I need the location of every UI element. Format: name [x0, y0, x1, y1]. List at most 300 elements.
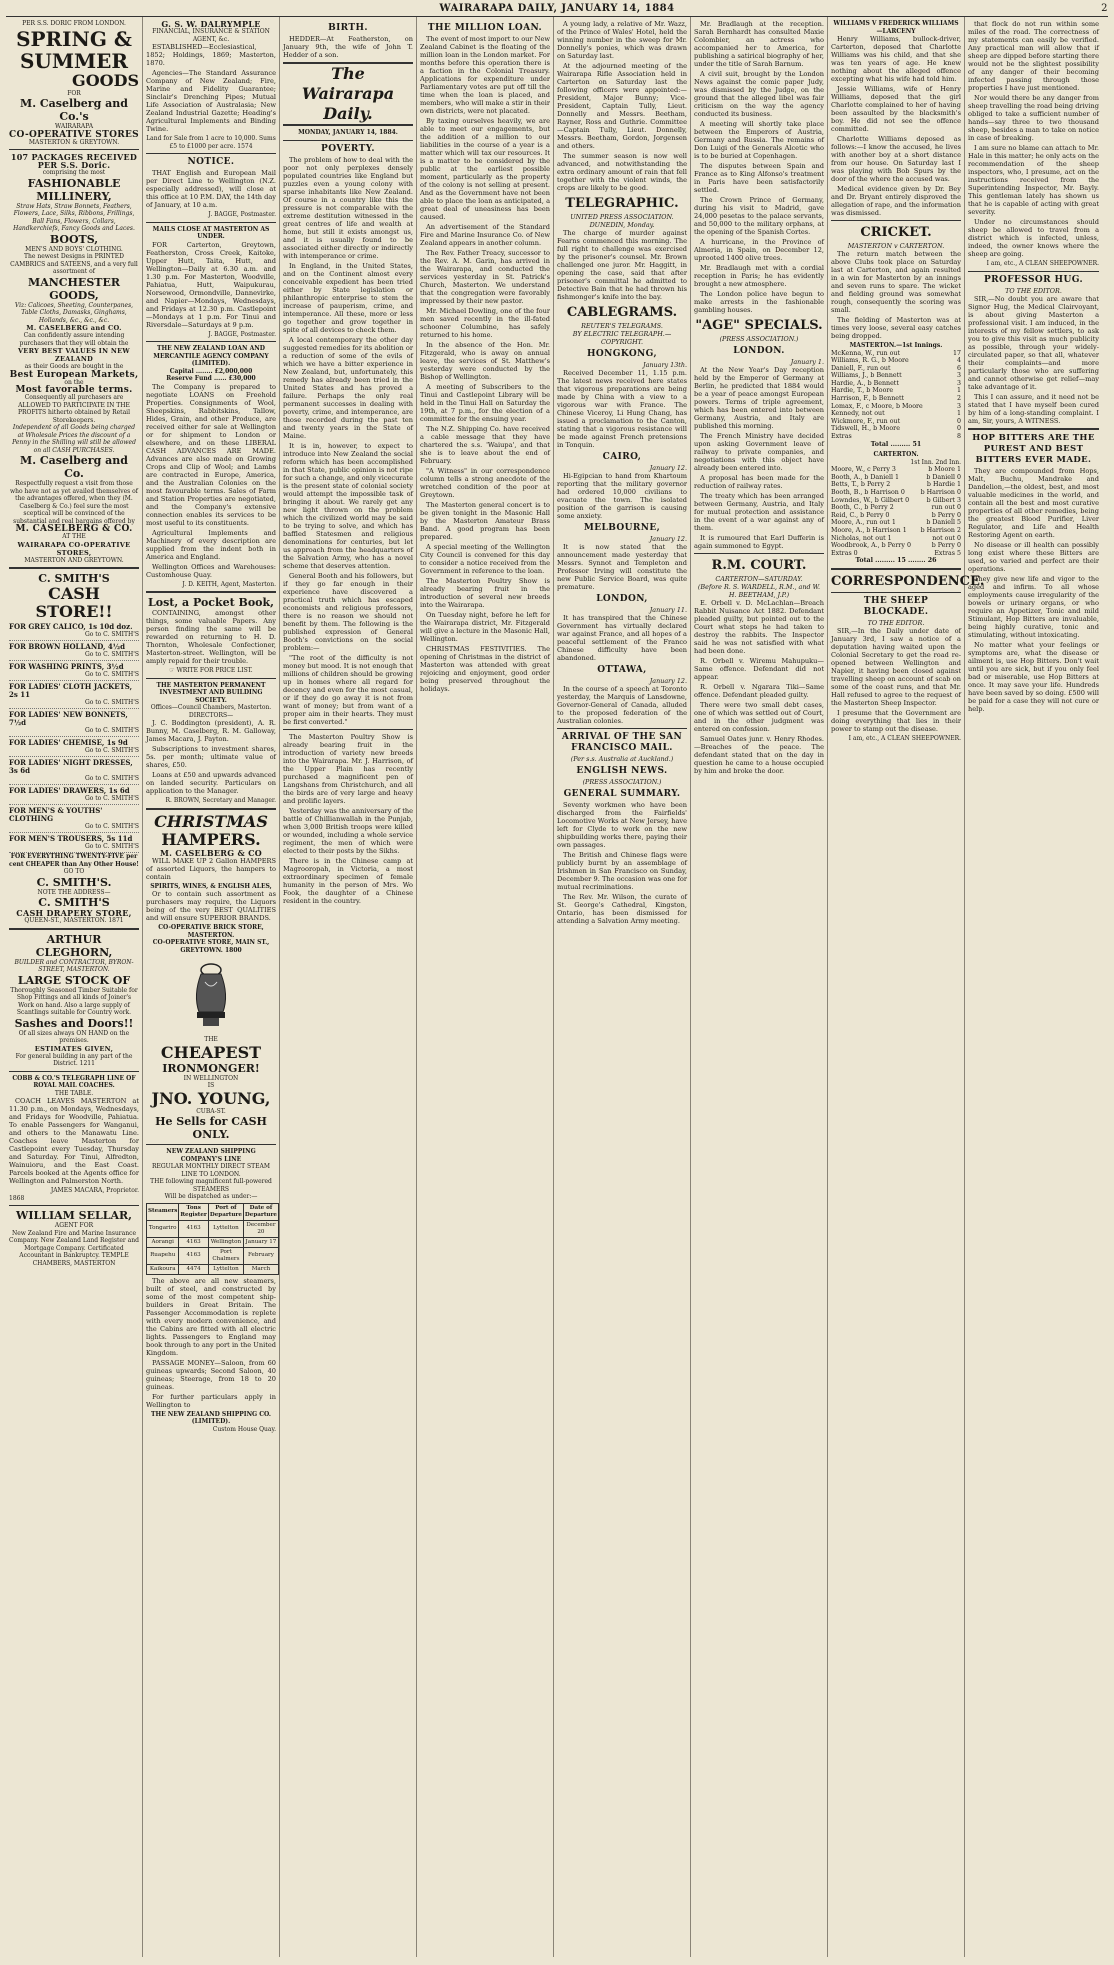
- hampers-spirits: SPIRITS, WINES, & ENGLISH ALES,: [150, 882, 272, 890]
- age-l3: A proposal has been made for the reduction of railway rates.: [694, 474, 824, 490]
- iron-the: THE: [204, 1036, 218, 1043]
- cash-item: FOR LADIES' CLOTH JACKETS, 2s 11: [9, 682, 133, 699]
- cash-item: FOR GREY CALICO, 1s 10d doz.: [9, 622, 133, 631]
- cablegrams-title: CABLEGRAMS.: [566, 305, 678, 320]
- notice-title: NOTICE.: [187, 157, 235, 167]
- hampers-text2: Or to contain such assortment as purchasers may require, the Liquors being of the very BEST QUALITIES and will ensure SUPERIOR BRANDS.: [146, 890, 276, 922]
- shipping-steamers2: Will be dispatched as under:—: [164, 1193, 258, 1200]
- cricket-batsman: Booth, A., b Daniell 1: [831, 473, 900, 481]
- cricket-cart-h: CARTERTON.: [873, 451, 919, 459]
- shipping-cell: Aorangi: [147, 1237, 179, 1247]
- cash-item: FOR LADIES' DRAWERS, 1s 6d: [9, 786, 130, 795]
- hongkong-title: HONGKONG,: [586, 349, 657, 359]
- col6-c3: A meeting will shortly take place between the Emperors of Austria, Germany and Russia. The remains of Don Luigi of the Generals Alcetic who is to be buried at Copenhagen.: [694, 120, 824, 160]
- col5-c2: At the adjourned meeting of the Wairarapa Rifle Association held in Carterton on Saturday last the following officers were appointed:—President, Major Bunny; Vice-President, Captain Tully, Lieut. Donnelly and Messrs. Beetham, Rayner, Ross and Guthrie. Committee—Captain Tully, Lieut. Donnelly, Messrs. Beetham, Gordon, Jorgensen and others.: [557, 62, 687, 150]
- mails-text: FOR Carterton, Greytown, Featherston, Cross Creek, Kaitoke, Upper Hutt, Taita, Hutt, and Wellington—Daily at 6.30 a.m. and 1.30 p.m. For Masterton, Woodville, Pahiatua, Hutt, Waipukurau, Norsewood, Ormondville, Dannevirke, and Napier—Mondays, Wednesdays, and Fridays at 12.30 p.m. Castlepoint—Mondays at 1 p.m. For Tinui and Riversdale—Saturdays at 9 p.m.: [146, 240, 276, 329]
- shipping-cell: 4474: [179, 1264, 208, 1274]
- cash-row: [9, 661, 139, 681]
- sheep-s2: I presume that the Government are doing everything that lies in their power to stamp out the disease.: [831, 708, 961, 733]
- ad-mill-desc: Straw Hats, Straw Bonnets, Feathers, Flowers, Lace, Silks, Ribbons, Frillings, Ball Fans, Flowers, Collars, Handkerchiefs, Fancy Goods and Laces.: [13, 202, 135, 232]
- shipping-row: [147, 1237, 279, 1247]
- write-text: WRITE FOR PRICE LIST.: [176, 667, 253, 674]
- poverty-p2: In England, in the United States, and on the Continent almost every conceivable expedient has been tried either by State legislation or philanthropic enterprise to stem the increase of pauperism, crime, and intemperance. All these, more or less go together and grow together in spite of all devices to check them.: [283, 261, 413, 334]
- cash-store-list: [9, 621, 139, 853]
- poverty-p5: General Booth and his followers, but if they go far enough in their experience have discovered a practical truth which has escaped economists and religious professors, there is no reason we should not benefit by them. The following is the published expression of General Booth's convictions on the social problem:—: [283, 571, 413, 652]
- shipping-header-cell: Date of Departure: [243, 1203, 278, 1220]
- cricket-second: b Perry 0: [931, 511, 961, 519]
- hampers-coop-brick: CO-OPERATIVE BRICK STORE, MASTERTON.: [158, 924, 264, 939]
- ad-for: FOR: [67, 89, 81, 97]
- col5-c1: A young lady, a relative of Mr. Wazz, of the Prince of Wales' Hotel, held the winning number in the sweep for Mr. Donnelly's ponies, which was drawn on Saturday last.: [557, 20, 687, 60]
- cricket-second: b Perry 0: [931, 542, 961, 550]
- cleghorn-estimates: ESTIMATES GIVEN,: [34, 1044, 114, 1053]
- column-2: [143, 17, 280, 1957]
- cleghorn-timber: Thoroughly Seasoned Timber Suitable for Shop Fittings and all kinds of Joiner's Work on hand. Also a large supply of Scantlings suitable for Country work.: [10, 986, 138, 1016]
- society-subs: Subscriptions to investment shares, 5s. per month; ultimate value of shares, £50.: [146, 745, 276, 769]
- cash-row: [9, 621, 139, 641]
- coach-table: THE TABLE.: [54, 1089, 94, 1097]
- arrival-title: ARRIVAL OF THE SAN FRANCISCO MAIL.: [561, 732, 683, 753]
- notice-text: THAT English and European Mail per Direct Line to Wellington (N.Z. especially addressed), will close at this office at 10 P.M. DAY, the 14th day of January, at 10 a.m.: [146, 169, 276, 209]
- cricket-row: [831, 350, 961, 358]
- col6-c7: Mr. Bradlaugh met with a cordial reception in Paris; he has evidently brought a new atmosphere.: [694, 264, 824, 288]
- shipping-cell: Lyttelton: [208, 1220, 243, 1237]
- cricket-cr2: The fielding of Masterton was at times very loose, several easy catches being dropped.: [831, 316, 961, 340]
- cricket-second: b Moore 1: [928, 466, 961, 474]
- ad-respectfully: Respectfully request a visit from those who have not as yet availed themselves of the advantages offered, when they (M. Caselberg & Co.) feel sure the most sceptical will be convinced of the substantial and real bargains offered by: [10, 480, 138, 525]
- lamp-illustration: [146, 960, 276, 1030]
- cricket-second: b Daniell 0: [926, 473, 961, 481]
- cash-item: FOR LADIES' NEW BONNETS, 7½d: [9, 710, 128, 727]
- cricket-batsman: Moore, A., b Harrison 1: [831, 526, 907, 534]
- hampers-title: HAMPERS.: [161, 829, 261, 849]
- mails-signature: J. BAGGE, Postmaster.: [208, 330, 276, 338]
- million-title: THE MILLION LOAN.: [427, 23, 543, 33]
- telegraphic-dunedin: DUNEDIN, Monday.: [589, 221, 655, 229]
- ad-manchester: MANCHESTER GOODS,: [28, 275, 120, 302]
- poverty-p6: "The root of the difficulty is not money but mood. It is not enough that millions of children should be growing up in homes where all regard for decency and even for the most casual, or if they do go away it is not from want of money; but from want of a proper aim in their hearts. They must be first converted.": [283, 653, 413, 726]
- arrival-auckland: (Per s.s. Australia at Auckland.): [570, 755, 674, 763]
- cash-row: [9, 833, 139, 853]
- court-k1: E. Orbell v. D. McLachlan—Breach Rabbit Nuisance Act 1882. Defendant pleaded guilty, but pointed out to the Court what steps he had taken to destroy the rabbits. The Inspector said he was not satisfied with what had been done.: [694, 599, 824, 655]
- cricket-cart-total: Total ......... 15 ........ 26: [855, 557, 937, 565]
- million-m4: The Rev. Father Treacy, successor to the Rev. A. M. Garin, has arrived in the Wairarapa, and conducted the services yesterday in St. Patrick's Church, Masterton. We understand that the congregation were favorably impressed by their new pastor.: [420, 249, 550, 305]
- cricket-title: CRICKET.: [860, 225, 932, 240]
- ad-top: PER S.S. DORIC FROM LONDON.: [22, 20, 126, 27]
- news-p7: The Masterton Poultry Show is already bearing fruit in the introduction of variety new breeds into the Wairarapa. Mr. J. Harrison, of the Upper Plain has recently purchased a magnificent pen of Langshans from Christchurch, and all the birds are of very large and heavy and prolific layers.: [283, 732, 413, 805]
- shipping-custom: Custom House Quay.: [212, 1425, 276, 1433]
- pointing-hand-icon: ☞: [169, 667, 177, 674]
- ad-firm: M. Caselberg and Co.'s: [20, 97, 128, 123]
- bank-keith: J. D. KEITH, Agent, Masterton.: [182, 580, 276, 588]
- cricket-row: [831, 512, 961, 520]
- col6-c4: The disputes between Spain and France as to King Alfonso's treatment in Paris have been satisfactorily settled.: [694, 162, 824, 194]
- birth-text: HEDDER—At Featherston, on January 9th, the wife of John T. Hedder of a son.: [283, 35, 413, 59]
- cricket-batsman: Lowndes, W., b Gilbert 0: [831, 496, 910, 504]
- cairo-text: Hi-Egipcian to hand from Khartoum reporting that the military governor had ordered 10,000 civilians to evacuate the town. The isolated position of the garrison is causing some anxiety.: [557, 472, 687, 520]
- cricket-batsman: Reid, C., b Perry 0: [831, 511, 890, 519]
- cricket-runs: 8: [956, 433, 961, 441]
- cricket-batsman: Wickmore, F., run out: [831, 417, 901, 425]
- shipping-row: [147, 1264, 279, 1274]
- cricket-batsman: Booth, B., b Harrison 0: [831, 489, 905, 496]
- ad-as-goods: as their Goods are bought in the: [24, 363, 124, 370]
- million-m12: The Masterton Poultry Show is already bearing fruit in the introduction of several new breeds into the Wairarapa.: [420, 577, 550, 609]
- col5-c3: The summer season is now well advanced, and notwithstanding the extra ordinary amount of rain that fell together with the violent winds, the crops are likely to be good.: [557, 152, 687, 192]
- million-m14: CHRISTMAS FESTIVITIES. The opening of Christmas in the district of Masterton was attended with great rejoicing and enjoyment, good order being preserved throughout the holidays.: [420, 645, 550, 693]
- dalrymple-sub: FINANCIAL, INSURANCE & STATION AGENT, &c.: [152, 28, 270, 43]
- cash-go: Go to C. SMITH'S: [84, 671, 139, 678]
- shipping-cell: Ruapehu: [147, 1247, 179, 1264]
- cricket-row: [831, 489, 961, 497]
- cash-item: FOR LADIES' CHEMISE, 1s 9d: [9, 738, 128, 747]
- iron-is: IS: [207, 1082, 215, 1089]
- lost-title: Lost, a Pocket Book,: [148, 596, 274, 609]
- ad-values: VERY BEST VALUES IN NEW ZEALAND: [17, 347, 131, 363]
- bank-title: THE NEW ZEALAND LOAN AND MERCANTILE AGENCY COMPANY (LIMITED).: [153, 345, 269, 367]
- cricket-batsman: Daniell, F., run out: [831, 364, 891, 372]
- cricket-cart-list: [831, 466, 961, 557]
- cash-go: Go to C. SMITH'S: [84, 795, 139, 802]
- society-directors: DIRECTORS—: [188, 711, 234, 719]
- shipping-header-cell: Tons Register: [179, 1203, 208, 1220]
- ad-boots: BOOTS,: [49, 232, 99, 246]
- ad-on-the: on the: [64, 378, 84, 386]
- london-title: LONDON,: [596, 594, 648, 604]
- age-l5: It is rumoured that Earl Dufferin is again summoned to Egypt.: [694, 534, 824, 550]
- age-date: January 1.: [790, 358, 824, 366]
- column-3: [280, 17, 417, 1957]
- iron-in: IN WELLINGTON: [183, 1074, 239, 1082]
- hop-h4: No matter what your feelings or symptoms are, what the disease or ailment is, use Hop Bitters. Don't wait until you are sick, but if you only feel bad or miserable, use Hop Bitters at once. It may save your life. Hundreds have been saved by so doing. £500 will be paid for a case they will not cure or help.: [968, 640, 1099, 713]
- cairo-title: CAIRO,: [602, 452, 642, 462]
- columns: [6, 17, 1108, 1957]
- cash-row: [9, 709, 139, 737]
- poverty-p3: A local contemporary the other day suggested remedies for its abolition or a reduction of some of the evils of which we have a bitter experience in New Zealand, but, unfortunately, this remedy has already been tried in the United States and has proved a failure. Perhaps the only real permanent successes in dealing with poverty, crime, and intemperance, are those recorded during the past ten and twenty years in the State of Maine.: [283, 335, 413, 440]
- cricket-runs: 3: [956, 379, 961, 387]
- age-london: LONDON.: [733, 346, 785, 356]
- cairo-date: January 12.: [649, 464, 687, 472]
- cricket-runs: 2: [956, 395, 961, 403]
- column-4: [417, 17, 554, 1957]
- cricket-row: [831, 550, 961, 558]
- cash-queen: QUEEN-ST., MASTERTON. 1871: [24, 917, 124, 924]
- million-m7: A meeting of Subscribers to the Tinui and Castlepoint Library will be held in the Tinui Hall on Saturday the 19th, at 7 p.m., for the election of a committee for the ensuing year.: [420, 383, 550, 423]
- col7-c1: WILLIAMS V FREDERICK WILLIAMS—LARCENY: [833, 20, 959, 35]
- cash-depot: CASH DRAPERY STORE,: [16, 908, 132, 918]
- cash-goto: GO TO: [63, 868, 85, 875]
- general-g2: The British and Chinese flags were publicly burnt by an assemblage of Irishmen in San Francisco on Sunday, December 9. The occasion was one for mutual recriminations.: [557, 851, 687, 891]
- bank-offices: Wellington Offices and Warehouses: Customhouse Quay.: [146, 562, 276, 579]
- cricket-batsman: Harrison, F., b Bennett: [831, 395, 905, 403]
- cricket-batsman: Extras: [831, 433, 852, 441]
- cash-store-title: CASH STORE!!: [35, 584, 113, 621]
- cash-note: NOTE THE ADDRESS—: [37, 888, 111, 896]
- cricket-row: [831, 542, 961, 550]
- col7-c4: Charlotte Williams deposed as follows:—I know the accused, he lives with another boy at a short distance from our house. On Saturday last I was playing with Bob Spurs by the door of the where the accused was.: [831, 135, 961, 183]
- ad-at-the: AT THE: [62, 533, 86, 540]
- age-l4: The treaty which has been arranged between Germany, Austria, and Italy for mutual protection and assistance in the event of a war against any of them.: [694, 492, 824, 532]
- cricket-batsman: Booth, C., b Perry 2: [831, 504, 894, 512]
- cricket-second: not out 0: [932, 534, 961, 542]
- ad-newest: The newest Designs in PRINTED CAMBRICS and SATEENS, and a very full assortment of: [10, 253, 138, 275]
- cricket-row: [831, 425, 961, 433]
- cricket-runs: 3: [956, 372, 961, 380]
- cleghorn-name: ARTHUR CLEGHORN,: [35, 932, 113, 959]
- coach-title: COBB & CO.'S TELEGRAPH LINE OF ROYAL MAIL COACHES.: [12, 1074, 136, 1089]
- cash-row: [9, 681, 139, 709]
- cricket-second: b Harrison 0: [920, 489, 961, 496]
- million-m3: An advertisement of the Standard Fire and Marine Insurance Co. of New Zealand appears in another column.: [420, 223, 550, 247]
- million-m8: The N.Z. Shipping Co. have received a cable message that they have chartered the s.s. 'Waiupa', and that she is to leave about the end of February.: [420, 425, 550, 465]
- ad-firm2: M. Caselberg and Co.: [20, 454, 128, 480]
- ad-comprising: comprising the most: [42, 169, 106, 176]
- christmas-title: CHRISTMAS: [154, 811, 268, 831]
- cricket-row: [831, 403, 961, 411]
- ad-packages: 107 PACKAGES RECEIVED PER S.S. Doric.: [10, 152, 138, 170]
- cleghorn-sizes: Of all sizes always ON HAND on the premises.: [18, 1029, 130, 1044]
- mails-title: MAILS CLOSE AT MASTERTON AS UNDER.: [152, 225, 270, 240]
- shipping-cell: Port Chalmers: [208, 1247, 243, 1264]
- ad-discount: Consequently all purchasers are ALLOWED TO PARTICIPATE IN THE PROFITS hitherto obtained by Retail Storekeepers.: [18, 394, 130, 424]
- sellar-name: WILLIAM SELLAR,: [16, 1209, 132, 1222]
- col6-c8: The London police have begun to make arrests in the fashionable gambling houses.: [694, 290, 824, 314]
- column-7: [828, 17, 985, 1957]
- cleghorn-sashes: Sashes and Doors!!: [14, 1016, 134, 1030]
- shipping-cell: 4163: [179, 1247, 208, 1264]
- court-k5: Samuel Oates junr. v. Henry Rhodes. —Breaches of the peace. The defendant stated that on the day in question he came to a house occupied by him and broke the door.: [694, 735, 824, 775]
- ad-millinery: MILLINERY,: [36, 189, 112, 203]
- masthead-bar: [6, 0, 1108, 17]
- cricket-row: [831, 466, 961, 474]
- iron-he-sells: He Sells for CASH ONLY.: [155, 1115, 267, 1141]
- cleghorn-builder: BUILDER and CONTRACTOR, BYRON-STREET, MASTERTON.: [14, 958, 134, 973]
- cash-item: FOR BROWN HOLLAND, 4½d: [9, 642, 125, 651]
- cricket-mast-total: Total ......... 51: [870, 440, 922, 448]
- court-k3: R. Orbell v. Ngarara Tiki—Same offence. Defendant pleaded guilty.: [694, 683, 824, 699]
- coach-text: COACH LEAVES MASTERTON at 11.30 p.m., on Mondays, Wednesdays, and Fridays for Woodville, Pahiatua. To enable Passengers for Wanganui, and others to the Manawatu Line. Coaches leave Masterton for Castlepoint every Tuesday, Thursday and Saturday. For Tinui, Alfredton, Wainuioru, and the East Coast. Parcels booked at the Agents office for Wellington and Palmerston North.: [9, 1097, 139, 1185]
- society-office: Offices—Council Chambers, Masterton.: [150, 704, 272, 711]
- telegraphic-t1: The charge of murder against Fearns commenced this morning. The full right to challenge was exercised by the prisoner's counsel. Mr. Brown challenged one juror. Mr. Haggitt, in opening the case, said that after prisoner's committal he admitted to Detective Bain that he had thrown his fishmonger's knife into the bay.: [557, 229, 687, 301]
- news-p9: There is in the Chinese camp at Magrooropah, in Victoria, a most extraordinary specimen of female humanity in the person of Mrs. Wo Fook, the daughter of a Chinese resident in the country.: [283, 856, 413, 905]
- million-m13: On Tuesday night, before he left for the Wairarapa district, Mr. Fitzgerald will give a lecture in the Masonic Hall, Wellington.: [420, 611, 550, 643]
- cash-go: Go to C. SMITH'S: [84, 843, 139, 850]
- poverty-p1: The problem of how to deal with the poor not only perplexes densely populated countries like England but puzzles even a young colony with sparse inhabitants like New Zealand. Of course in a country like this the pressure is not comparable with the extreme destitution witnessed in the great centres of life and wealth at home, but still it exists amongst us, and it is usually found to be associated either directly or indirectly with intemperance or crime.: [283, 155, 413, 260]
- sheep-s1: SIR,—In the Daily under date of January 3rd, I saw a notice of a deputation having waited upon the Colonial Secretary to get the road re-opened between Wellington and Napier, it having been closed against travelling sheep on account of scab on some of the coast runs, and that Mr. Hall refused to agree to the request of the Masterton Sheep Inspector.: [831, 626, 961, 707]
- cricket-masterton: MASTERTON v CARTERTON.: [847, 242, 945, 250]
- sellar-agent: AGENT FOR: [54, 1222, 94, 1229]
- shipping-table-head: [147, 1203, 279, 1220]
- cash-item: FOR WASHING PRINTS, 3½d: [9, 662, 124, 671]
- court-carterton: CARTERTON—SATURDAY.: [715, 575, 803, 583]
- ad-favorable: Most favorable terms.: [15, 385, 133, 395]
- ad-towns: MASTERTON & GREYTOWN.: [28, 138, 120, 146]
- shipping-table-body: [147, 1220, 279, 1274]
- ottawa-date: January 12.: [649, 677, 687, 685]
- cricket-batsman: Woodbrook, A., b Perry 0: [831, 542, 911, 550]
- sheep-s3: I am, etc., A CLEAN SHEEPOWNER.: [848, 734, 961, 742]
- ad-guarantee: Can confidently assure intending purchasers that they will obtain the: [19, 332, 129, 347]
- shipping-cell: Tongariro: [147, 1220, 179, 1237]
- paper-title: The Wairarapa Daily.: [283, 62, 413, 126]
- news-p8: Yesterday was the anniversary of the battle of Chillianwallah in the Punjab, when 3,000 British troops were killed or wounded, including a whole service regiment, the men of which were elected to their posts by the Sikhs.: [283, 806, 413, 855]
- general-g1: Seventy workmen who have been discharged from the Fairfields' Locomotive Works at New Jersey, have left for Clyde to work on the new shipbuilding works there, paying their own passages.: [557, 801, 687, 849]
- society-loans: Loans at £50 and upwards advanced on landed security. Particulars on application to the Manager.: [146, 771, 276, 795]
- shipping-nzsc: THE NEW ZEALAND SHIPPING CO. (LIMITED).: [150, 1410, 271, 1425]
- col6-c5: The Crown Prince of Germany, during his visit to Madrid, gave 24,000 pesetas to the palace servants, and 50,000 to the military orphans, at the opening of the Spanish Cortes.: [694, 196, 824, 236]
- ottawa-text: In the course of a speech at Toronto yesterday, the Marquis of Lansdowne, Governor-General of Canada, alluded to the proposed federation of the Australian colonies.: [557, 685, 687, 725]
- cricket-row: [831, 372, 961, 380]
- cricket-row: [831, 497, 961, 505]
- cash-go: Go to C. SMITH'S: [84, 747, 139, 754]
- bank-capital: Capital ........ £2,000,000: [169, 367, 253, 375]
- cash-row: [9, 785, 139, 805]
- cricket-batsman: Williams, R. G., b Moore: [831, 357, 909, 365]
- page-number: 2: [1101, 2, 1108, 14]
- shipping-text: The above are all new steamers, built of steel, and constructed by some of the most competent ship-builders in Great Britain. The Passenger Accommodation is replete with every modern convenience, and the Cabins are fitted with all electric lights. Passengers to England may book through to any port in the United Kingdom.: [146, 1276, 276, 1357]
- shipping-cell: February: [243, 1247, 278, 1264]
- hop-h3: They give new life and vigor to the aged and infirm. To all whose employments cause irregularity of the bowels or urinary organs, or who require an Appetizer, Tonic and mild Stimulant, Hop Bitters are invaluable, being highly curative, tonic and stimulating, without intoxicating.: [968, 574, 1099, 639]
- general-title: GENERAL SUMMARY.: [563, 789, 681, 799]
- cricket-cart-sub: 1st Inn. 2nd Inn.: [910, 458, 961, 466]
- cricket-row: [831, 504, 961, 512]
- notice-signature: J. BAGGE, Postmaster.: [208, 211, 276, 218]
- cricket-cr1: The return match between the above Clubs took place on Saturday last at Carterton, and again resulted in a win for Masterton by an innings and seven runs to spare. The wicket and fielding ground was somewhat rough, consequently the scoring was small.: [831, 250, 961, 314]
- cash-row: [9, 805, 139, 833]
- lost-text: CONTAINING, amongst other things, some valuable Papers. Any person finding the same will be rewarded on returning to H. D. Thornton, Wholesale Confectioner, Masterton-street. Wellington, will be amply repaid for their trouble.: [146, 609, 276, 665]
- shipping-row: [147, 1220, 279, 1237]
- cricket-second: b Hardie 1: [926, 481, 961, 489]
- hampers-coop-main: CO-OPERATIVE STORE, MAIN ST., GREYTOWN. 1800: [152, 939, 270, 954]
- cricket-batsman: Hardie, T., b Moore: [831, 387, 894, 395]
- col7-c3: Jessie Williams, wife of Henry Williams, deposed that the girl Charlotte complained to her of having been assaulted by the blacksmith's boy. He did not see the offence committed.: [831, 85, 961, 133]
- cricket-batsman: Hardie, A., b Bennett: [831, 379, 899, 387]
- ad-independent: Independent of all Goods being charged at Wholesale Prices the discount of a Penny in the Shilling will still be allowed on all CASH PURCHASES.: [12, 424, 136, 454]
- cricket-batsman: Kennedy, not out: [831, 410, 885, 418]
- hampers-text: WILL MAKE UP 2 Gallon HAMPERS of assorted Liquors, the hampers to contain: [146, 856, 276, 881]
- cricket-row: [831, 365, 961, 373]
- dalrymple-name: G. S. W. DALRYMPLE: [161, 19, 261, 29]
- ad-firm3: M. CASELBERG & CO.: [15, 524, 133, 534]
- cricket-row: [831, 474, 961, 482]
- bank-text: The Company is prepared to negotiate LOANS on Freehold Properties. Consignments of Wool, Sheepskins, Rabbitskins, Tallow, Hides, Grain, and other Produce, are received either for sale at Wellington or for shipment to London or elsewhere, and on these LIBERAL CASH ADVANCES ARE MADE. Advances are also made on Growing Crops and Clip of Wool; and Lambs are contracted in Europe, America, and the Australian Colonies on the most favourable terms. Sales of Farm and Station Properties are negotiated, and the Company's extensive connection enables its services to be most useful to its constituents.: [146, 382, 276, 527]
- shipping-header-cell: Steamers: [147, 1203, 179, 1220]
- melbourne-date: January 12.: [649, 535, 687, 543]
- society-directors-text: J. C. Boddington (president), A. R. Bunny, M. Caselberg, R. M. Galloway, James Macara, J. Payton.: [146, 719, 276, 743]
- col8-c5: I am, etc., A CLEAN SHEEPOWNER.: [986, 260, 1099, 267]
- cricket-batsman: Extras 0: [831, 549, 858, 557]
- english-news-title: ENGLISH NEWS.: [576, 766, 668, 776]
- cash-go: Go to C. SMITH'S: [84, 775, 139, 782]
- shipping-cell: December 20: [243, 1220, 278, 1237]
- cricket-row: [831, 527, 961, 535]
- cricket-runs: 1: [956, 387, 961, 395]
- col8-c3: I am sure no blame can attach to Mr. Hale in this matter; he only acts on the recommendation of the sheep inspectors, who, I presume, act on the instructions received from the Superintending Inspector, Mr. Bayly. This gentleman lately has shown us that he is capable of acting with great severity.: [968, 144, 1099, 216]
- ad-towns2: MASTERTON AND GREYTOWN.: [24, 556, 124, 564]
- cricket-batsman: Tidswell, H., b Moore: [831, 425, 900, 433]
- court-title: R.M. COURT.: [711, 558, 807, 573]
- cricket-second: b Harrison 2: [920, 526, 961, 534]
- sellar-text: New Zealand Fire and Marine Insurance Company. New Zealand Land Register and Mortgage Company. Certificated Accountant in Bankruptcy. TEMPLE CHAMBERS, MASTERTON: [9, 1229, 139, 1267]
- ad-coop2: WAIRARAPA CO-OPERATIVE STORES,: [17, 540, 131, 557]
- birth-title: BIRTH.: [328, 23, 368, 33]
- professor-p2: This I can assure, and it need not be stated that I have myself been cured by him of a long-standing complaint. I am, Sir, yours, A WITNESS.: [968, 392, 1099, 425]
- bank-implements: Agricultural Implements and Machinery of every description are supplied from the indent both in America and England.: [146, 528, 276, 561]
- hop-title: HOP BITTERS ARE THE PUREST AND BEST BITTERS EVER MADE.: [972, 432, 1095, 465]
- hampers-firm: M. CASELBERG & CO: [159, 847, 263, 858]
- shipping-cell: Lyttelton: [208, 1264, 243, 1274]
- english-press: (PRESS ASSOCIATION.): [582, 778, 662, 786]
- cricket-mast-h: MASTERTON.—1st Innings.: [849, 342, 943, 349]
- cash-row: [9, 641, 139, 661]
- cash-smith3: C. SMITH'S: [38, 896, 110, 909]
- shipping-cell: January 17: [243, 1237, 278, 1247]
- cash-go: Go to C. SMITH'S: [84, 699, 139, 706]
- ad-manch-desc: Viz: Calicoes, Sheeting, Counterpanes, Table Cloths, Damasks, Ginghams, Hollands, &c., &c., &c.: [14, 301, 134, 324]
- col7-c2: Henry Williams, bullock-driver, Carterton, deposed that Charlotte Williams was his child, and that she was ten years of age. He knew nothing about the alleged offence excepting what his wife had told him.: [831, 35, 961, 83]
- dalrymple-agencies: Agencies—The Standard Assurance Company of New Zealand; Fire, Marine and Fidelity Guarantee; Sinclair's Drenching Pipes; Mutual Life Association of Australasia; New Zealand Industrial Gazette; Heading's Agricultural Implements and Binding Twine.: [146, 69, 276, 133]
- dalrymple-land: Land for Sale from 1 acre to 10,000. Sums £5 to £1000 per acre. 1574: [146, 135, 276, 150]
- society-brown: R. BROWN, Secretary and Manager.: [165, 797, 276, 804]
- cash-go: Go to C. SMITH'S: [84, 651, 139, 658]
- cricket-row: [831, 387, 961, 395]
- cricket-runs: 0: [956, 425, 961, 433]
- million-m9: "A Witness" in our correspondence column tells a strong anecdote of the wretched condition of the poor at Greytown.: [420, 467, 550, 499]
- cricket-batsman: Moore, A., run out 1: [831, 519, 896, 527]
- shipping-regular: REGULAR MONTHLY DIRECT STEAM LINE TO LONDON.: [151, 1163, 271, 1178]
- shipping-cell: Kaikoura: [147, 1264, 179, 1274]
- age-l2: The French Ministry have decided upon asking Government leave of railway to private companies, and negotiations with this object have already been entered into.: [694, 432, 824, 472]
- iron-ironmonger: IRONMONGER!: [162, 1061, 260, 1075]
- iron-cuba: CUBA-ST.: [196, 1107, 226, 1115]
- shipping-cell: March: [243, 1264, 278, 1274]
- million-m10: The Masterton general concert is to be given tonight in the Masonic Hall by the Masterton Amateur Brass Band. A good program has been prepared.: [420, 501, 550, 541]
- cash-item: FOR MEN'S TROUSERS, 5s 11d: [9, 834, 133, 843]
- court-k2: R. Orbell v. Wiremu Mahupuku—Same offence. Defendant did not appear.: [694, 657, 824, 681]
- telegraphic-united: UNITED PRESS ASSOCIATION.: [570, 213, 674, 221]
- iron-cheapest: CHEAPEST: [160, 1042, 262, 1062]
- cash-go: Go to C. SMITH'S: [84, 823, 139, 830]
- professor-title: PROFESSOR HUG.: [983, 274, 1084, 285]
- col7-c5: Medical evidence given by Dr. Bey and Dr. Bryant entirely disproved the allegation of rape, and the information was dismissed.: [831, 185, 961, 217]
- cash-everything: FOR EVERYTHING TWENTY-FIVE per cent CHEAPER than Any Other House!: [9, 853, 139, 868]
- write-line: [146, 667, 276, 675]
- cash-item: FOR LADIES' NIGHT DRESSES, 3s 6d: [9, 758, 133, 775]
- cricket-runs: 17: [952, 349, 961, 357]
- million-m6: In the absence of the Hon. Mr. Fitzgerald, who is away on annual leave, the services of St. Matthew's yesterday were conducted by the Bishop of Wellington.: [420, 341, 550, 381]
- hop-h2: No disease or ill health can possibly long exist where these Bitters are used, so varied and perfect are their operations.: [968, 540, 1099, 573]
- cricket-row: [831, 357, 961, 365]
- column-8: [965, 17, 1102, 1957]
- bank-reserve: Reserve Fund ...... £30,000: [166, 375, 256, 382]
- coach-james: JAMES MACARA, Proprietor.: [50, 1187, 139, 1194]
- shipping-row: [147, 1247, 279, 1264]
- court-k4: There were two small debt cases, one of which was settled out of Court, and in the other judgment was entered on confession.: [694, 701, 824, 733]
- cricket-batsman: McKenna, W., run out: [831, 349, 900, 357]
- lamp-icon: [183, 960, 239, 1030]
- cricket-runs: 3: [956, 402, 961, 410]
- cricket-second: run out 0: [931, 504, 961, 512]
- cash-store-name: C. SMITH'S: [38, 572, 110, 585]
- col6-c2: A civil suit, brought by the London News against the comic paper Judy, was dismissed by the Judge, on the ground that the alleged libel was fair criticism on the way the agency conducted its business.: [694, 70, 824, 118]
- ad-wairarapa: WAIRARAPA: [54, 123, 94, 130]
- melbourne-title: MELBOURNE,: [583, 523, 661, 533]
- melbourne-text: It is now stated that the announcement made yesterday that Messrs. Synnot and Templeton and Professor Irving will constitute the new Public Service Board, was quite premature.: [557, 543, 687, 591]
- cricket-row: [831, 433, 961, 441]
- ad-caselberg-on: M. CASELBERG and CO.: [26, 324, 122, 332]
- cricket-row: [831, 410, 961, 418]
- professor-p1: SIR,—No doubt you are aware that Signor Hug, the Medical Clairvoyant, is about giving Masterton a professional visit. I am induced, in the interests of my fellow settlers, to ask you to give this visit as much publicity as possible, through your widely-circulated paper, so that all, whatever their complaints—and more particularly those who are suffering and cannot otherwise get relief—may take advantage of it.: [968, 294, 1099, 391]
